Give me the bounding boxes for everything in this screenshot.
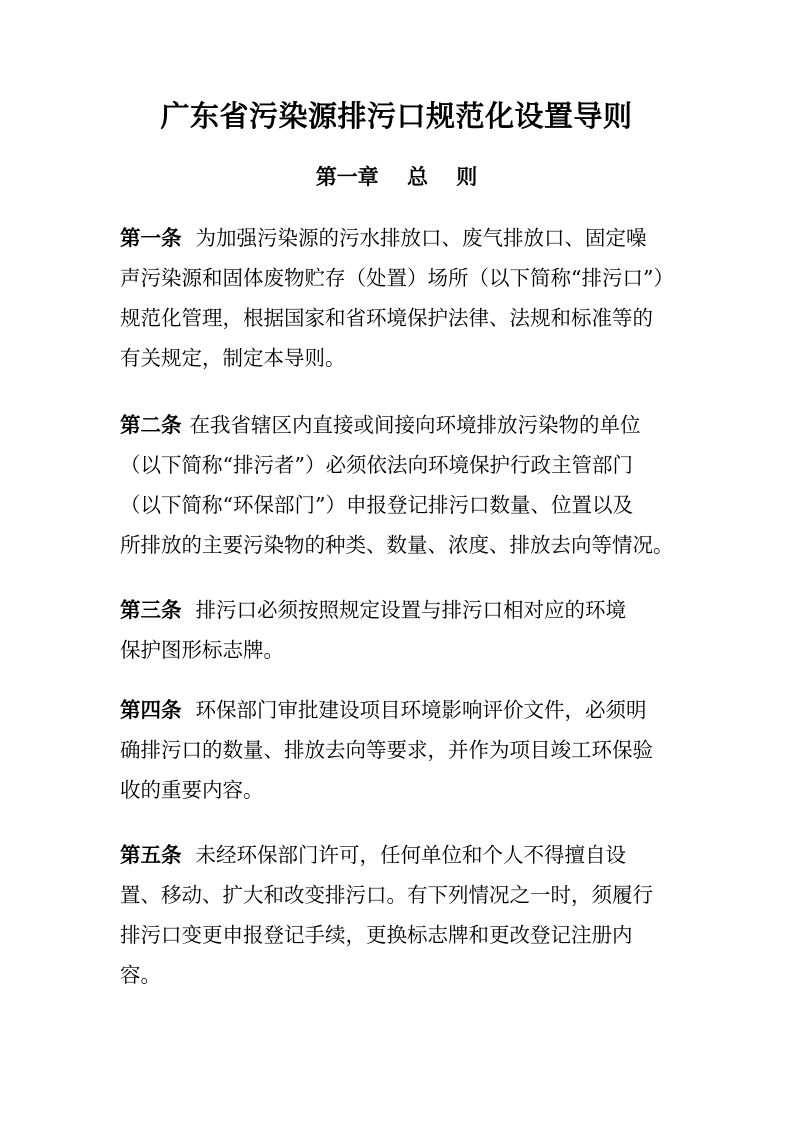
article-text: 置、移动、扩大和改变排污口。有下列情况之一时，须履行 <box>120 883 653 907</box>
article-line <box>120 590 680 630</box>
article-number: 第一条 <box>120 226 182 250</box>
article-text: 容。 <box>120 963 161 987</box>
article-text: 未经环保部门许可，任何单位和个人不得擅自设 <box>195 843 626 867</box>
article-line <box>120 218 680 258</box>
article-number: 第三条 <box>120 598 182 622</box>
article-line <box>120 405 680 445</box>
article-line <box>120 690 680 730</box>
article-number: 第二条 <box>120 413 182 437</box>
article-number: 第五条 <box>120 843 182 867</box>
document-title: 广东省污染源排污口规范化设置导则 <box>160 99 633 133</box>
article-text: 环保部门审批建设项目环境影响评价文件，必须明 <box>195 698 647 722</box>
article-text: 所排放的主要污染物的种类、数量、浓度、排放去向等情况。 <box>120 533 674 557</box>
article-text: 声污染源和固体废物贮存（处置）场所（以下简称“排污口”） <box>120 266 674 290</box>
article-text: 排污口必须按照规定设置与排污口相对应的环境 <box>195 598 626 622</box>
chapter-heading: 第一章 总 则 <box>315 164 478 189</box>
article-text: 收的重要内容。 <box>120 778 264 802</box>
article-3 <box>120 590 680 670</box>
article-text: 在我省辖区内直接或间接向环境排放污染物的单位 <box>189 413 641 437</box>
article-number: 第四条 <box>120 698 182 722</box>
article-text: （以下简称“环保部门”）申报登记排污口数量、位置以及 <box>120 493 633 517</box>
article-text: 规范化管理，根据国家和省环境保护法律、法规和标准等的 <box>120 306 653 330</box>
article-text: 有关规定，制定本导则。 <box>120 346 346 370</box>
article-text: 保护图形标志牌。 <box>120 638 284 662</box>
article-text: 确排污口的数量、排放去向等要求，并作为项目竣工环保验 <box>120 738 653 762</box>
article-1 <box>120 218 680 378</box>
article-text: 为加强污染源的污水排放口、废气排放口、固定噪 <box>195 226 647 250</box>
article-5 <box>120 835 680 995</box>
article-2 <box>120 405 680 565</box>
article-line <box>120 835 680 875</box>
article-text: （以下简称“排污者”）必须依法向环境保护行政主管部门 <box>120 453 633 477</box>
article-text: 排污口变更申报登记手续，更换标志牌和更改登记注册内 <box>120 923 633 947</box>
article-4 <box>120 690 680 810</box>
